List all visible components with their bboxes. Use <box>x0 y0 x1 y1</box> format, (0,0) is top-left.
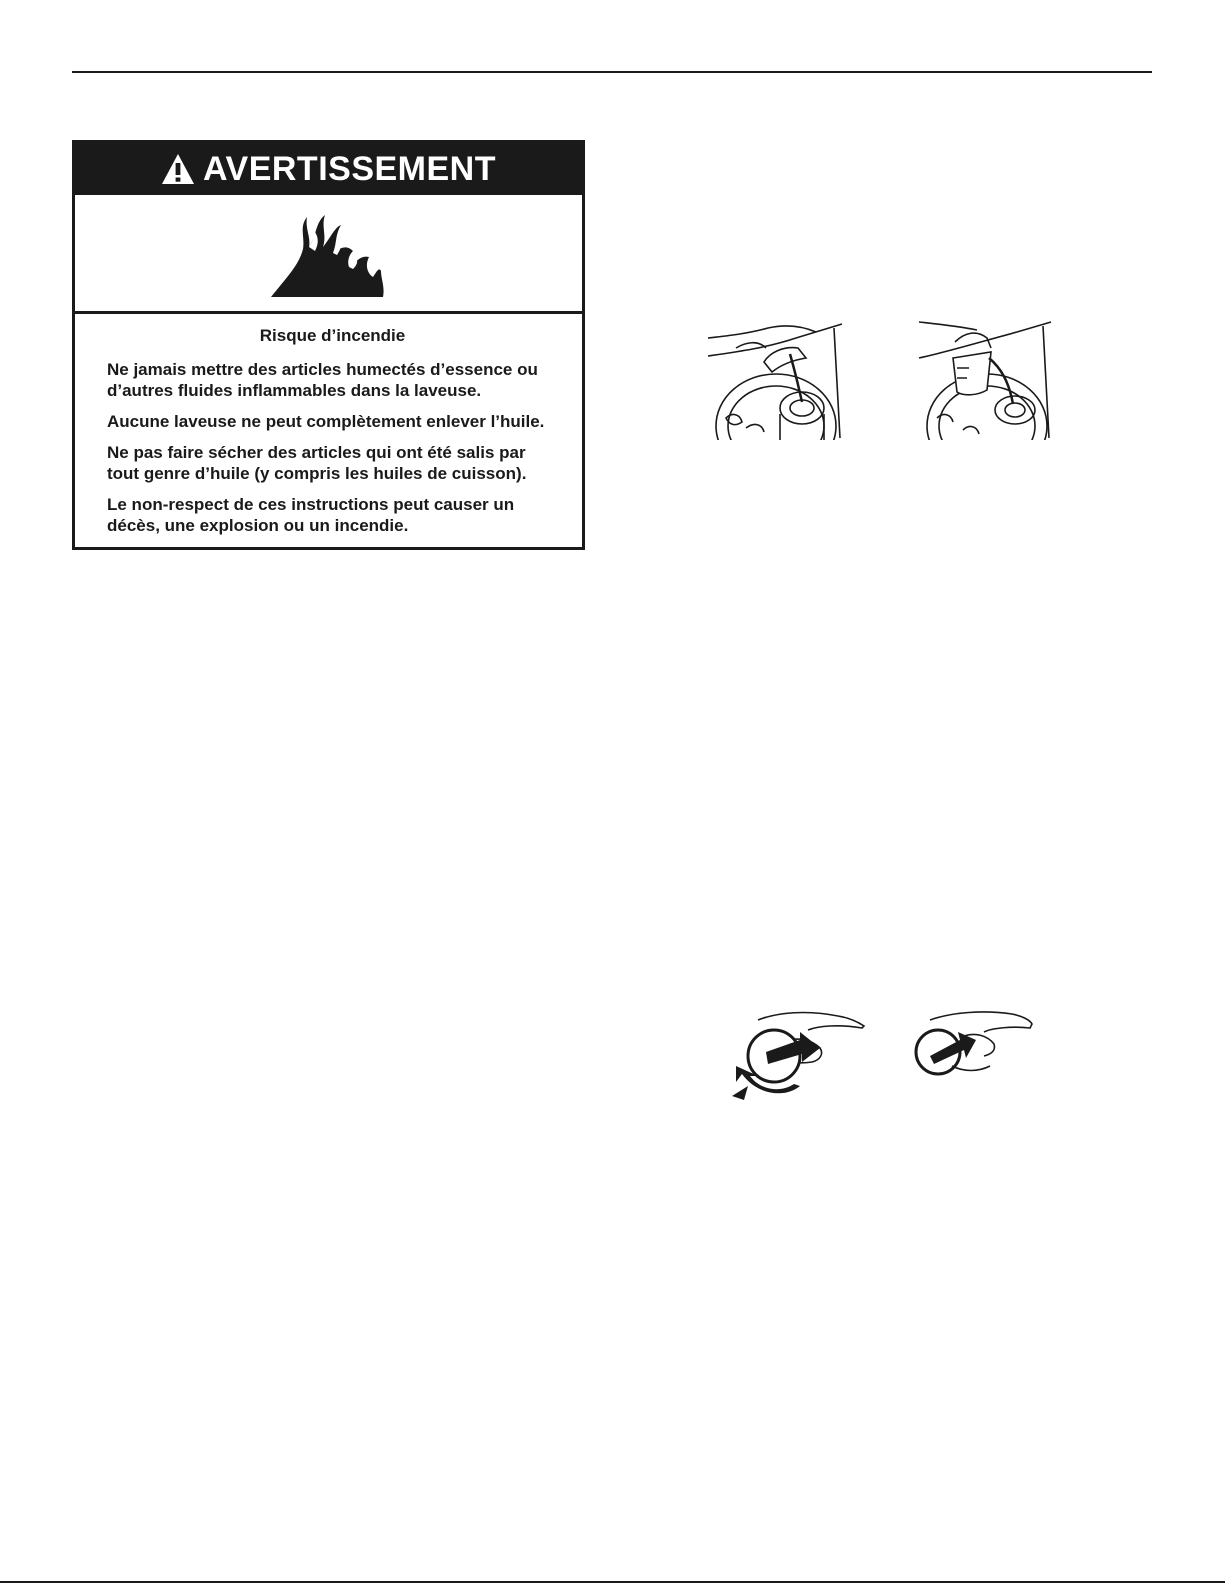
warning-header <box>75 143 582 195</box>
top-rule <box>72 71 1152 73</box>
pour-bottle-illustration <box>706 318 846 440</box>
pour-cup-illustration <box>917 318 1055 440</box>
warning-line: Ne jamais mettre des articles humectés d’essence ou d’autres fluides inflammables dans la laveuse. <box>107 360 538 400</box>
alert-triangle-icon <box>161 153 195 185</box>
knob-turn-illustration <box>728 1006 866 1104</box>
knob-push-illustration <box>912 1006 1034 1086</box>
warning-title: AVERTISSEMENT <box>202 150 496 188</box>
warning-box <box>72 140 585 550</box>
hazard-panel <box>75 195 582 314</box>
hazard-name: Risque d’incendie <box>259 326 406 345</box>
warning-line: Le non-respect de ces instructions peut causer un décès, une explosion ou un incendie. <box>107 495 515 535</box>
bottom-rule <box>0 1581 1225 1583</box>
warning-body <box>75 314 582 536</box>
warning-line: Ne pas faire sécher des articles qui ont été salis par tout genre d’huile (y compris les huiles de cuisson). <box>107 443 527 483</box>
fire-icon <box>269 207 389 299</box>
warning-line: Aucune laveuse ne peut complètement enlever l’huile. <box>107 412 545 431</box>
